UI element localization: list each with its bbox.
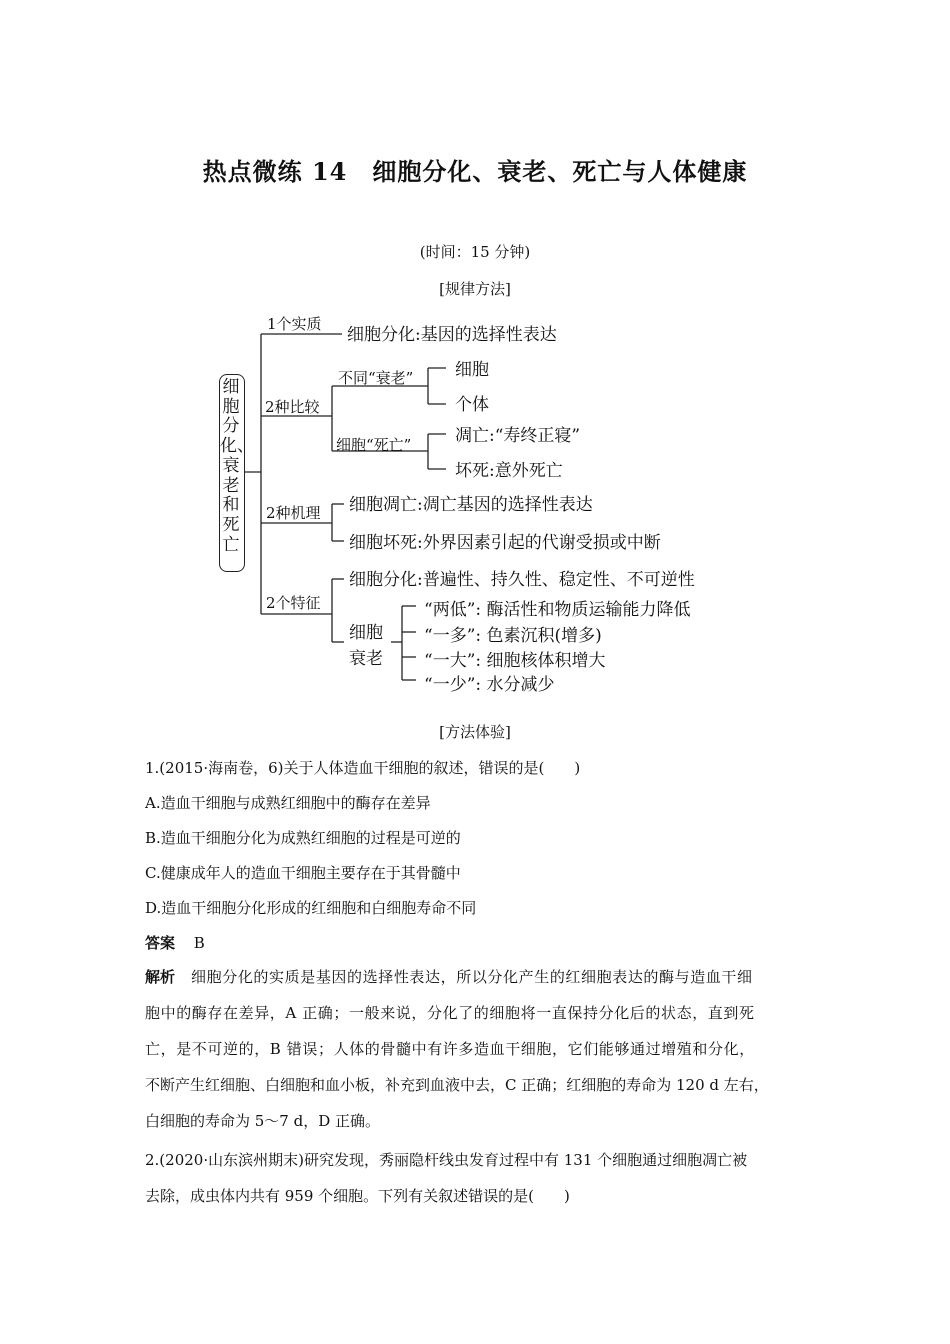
aging-feature-one-more: “一多”: 色素沉积(增多) [424,626,602,646]
death-compare-label: 细胞“死亡” [336,436,412,454]
branch1-label: 1个实质 [267,315,322,333]
analysis-line-4: 不断产生红细胞、白细胞和血小板，补充到血液中去，C 正确；红细胞的寿命为 120 d 左右， [145,1076,769,1094]
analysis-line-5: 白细胞的寿命为 5～7 d，D 正确。 [145,1112,381,1130]
section-practice-heading: [方法体验] [439,723,511,741]
answer-value: B [193,934,205,952]
aging-feature-one-less: “一少”: 水分减少 [424,675,555,695]
aging-compare-label: 不同“衰老” [338,369,414,387]
q2-line-1: 2.(2020·山东滨州期末)研究发现，秀丽隐杆线虫发育过程中有 131 个细胞通过细胞凋亡被 [145,1151,748,1169]
section-rules-heading: [规律方法] [439,280,511,298]
mechanism-apoptosis: 细胞凋亡:凋亡基因的选择性表达 [349,495,593,515]
branch1-content: 细胞分化:基因的选择性表达 [347,325,557,345]
q2-stem [145,1142,825,1214]
aging-feature-two-low: “两低”: 酶活性和物质运输能力降低 [424,600,691,620]
aging-item-individual: 个体 [455,395,489,415]
feature-differentiation: 细胞分化:普遍性、持久性、稳定性、不可逆性 [349,570,695,590]
q1-analysis [145,959,825,1139]
q1-option-d: D.造血干细胞分化形成的红细胞和白细胞寿命不同 [145,899,477,917]
q1-answer-row [145,932,205,953]
branch4-label: 2个特征 [266,594,321,612]
feature-aging-label-1: 细胞 [349,623,383,643]
analysis-label: 解析 [145,968,176,986]
mechanism-necrosis: 细胞坏死:外界因素引起的代谢受损或中断 [349,533,661,553]
answer-label: 答案 [145,934,176,952]
root-label: 细胞分化、衰老和死亡 [220,377,254,555]
aging-feature-one-big: “一大”: 细胞核体积增大 [424,651,606,671]
feature-aging-label-2: 衰老 [349,649,383,669]
analysis-line-2: 胞中的酶存在差异，A 正确；一般来说，分化了的细胞将一直保持分化后的状态，直到死 [145,1004,755,1022]
death-item-necrosis: 坏死:意外死亡 [455,461,563,481]
q1-option-c: C.健康成年人的造血干细胞主要存在于其骨髓中 [145,864,461,882]
q1-option-b: B.造血干细胞分化为成熟红细胞的过程是可逆的 [145,829,461,847]
time-note: (时间：15 分钟) [419,243,531,261]
aging-item-cell: 细胞 [455,360,489,380]
q1-option-a: A.造血干细胞与成熟红细胞中的酶存在差异 [145,794,431,812]
branch2-label: 2种比较 [265,398,320,416]
q1-stem: 1.(2015·海南卷，6)关于人体造血干细胞的叙述，错误的是( ) [145,759,581,777]
q2-line-2: 去除，成虫体内共有 959 个细胞。下列有关叙述错误的是( ) [145,1187,570,1205]
branch3-label: 2种机理 [266,504,321,522]
death-item-apoptosis: 凋亡:“寿终正寝” [455,426,581,446]
page-title: 热点微练 14 细胞分化、衰老、死亡与人体健康 [202,157,748,186]
analysis-line-1: 细胞分化的实质是基因的选择性表达，所以分化产生的红细胞表达的酶与造血干细 [191,968,753,986]
analysis-line-3: 亡，是不可逆的，B 错误；人体的骨髓中有许多造血干细胞，它们能够通过增殖和分化， [145,1040,755,1058]
